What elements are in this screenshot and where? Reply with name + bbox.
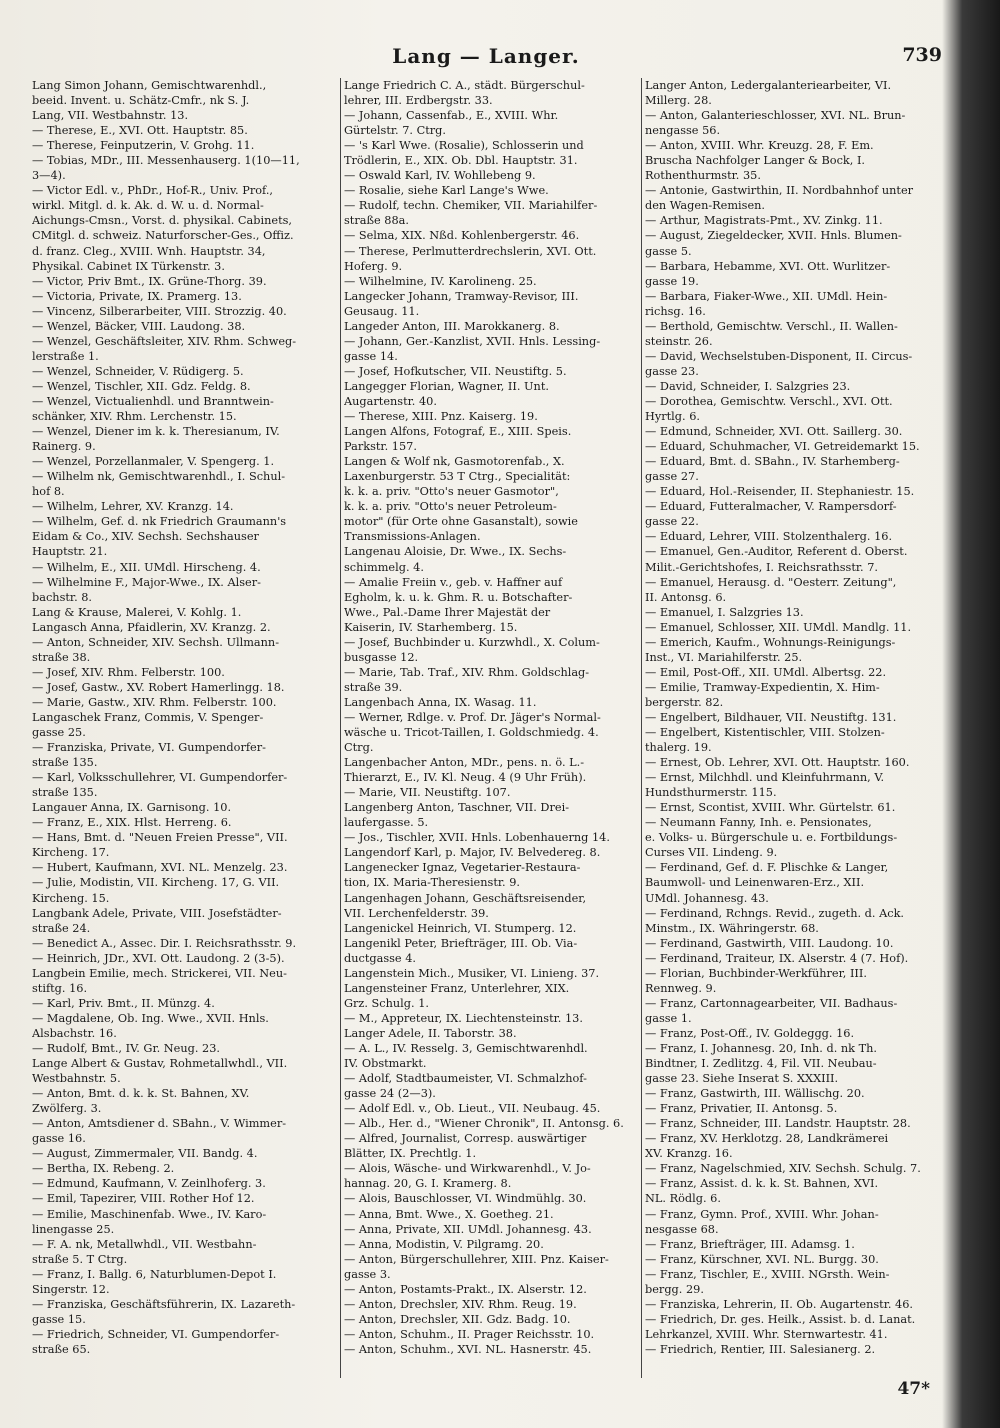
directory-entry-line: — Rudolf, techn. Chemiker, VII. Mariahilfer- [344, 199, 598, 213]
directory-entry-line: Langenickel Heinrich, VI. Stumperg. 12. [344, 921, 577, 935]
directory-entry-line: — Franziska, Private, VI. Gumpendorfer- [32, 741, 266, 755]
directory-entry-line: Hyrtlg. 6. [645, 410, 700, 424]
directory-entry-line: Langecker Johann, Tramway-Revisor, III. [344, 289, 579, 303]
directory-entry-line: Rothenthurmstr. 35. [645, 169, 761, 183]
directory-entry-line: — Rudolf, Bmt., IV. Gr. Neug. 23. [32, 1042, 221, 1055]
directory-entry-line: — Ferdinand, Gef. d. F. Plischke & Langer, [645, 861, 889, 875]
directory-entry-line: — Franz, Privatier, II. Antonsg. 5. [645, 1102, 838, 1116]
directory-entry-line: — Ernst, Milchhdl. und Kleinfuhrmann, V. [645, 771, 885, 785]
directory-entry-line: — Franz, I. Johannesg. 20, Inh. d. nk Th. [645, 1042, 877, 1055]
directory-entry-line: Grz. Schulg. 1. [344, 996, 429, 1010]
directory-entry-line: wäsche u. Tricot-Taillen, I. Goldschmiedg. 4. [344, 726, 599, 740]
directory-entry-line: — Wenzel, Bäcker, VIII. Laudong. 38. [32, 319, 246, 333]
directory-entry-line: lerstraße 1. [32, 349, 99, 363]
directory-entry-line: Langegger Florian, Wagner, II. Unt. [344, 379, 549, 393]
directory-entry-line: Inst., VI. Mariahilferstr. 25. [645, 650, 803, 664]
directory-entry-line: — Josef, Hofkutscher, VII. Neustiftg. 5. [344, 364, 567, 378]
directory-entry-line: — Emanuel, Schlosser, XII. UMdl. Mandlg. 11. [645, 620, 912, 634]
directory-entry-line: Langenbach Anna, IX. Wasag. 11. [344, 695, 537, 709]
directory-entry-line: — Therese, Perlmutterdrechslerin, XVI. Ott. [344, 244, 597, 258]
directory-entry-line: Geusaug. 11. [344, 304, 420, 318]
directory-entry-line: — Emanuel, Herausg. d. "Oesterr. Zeitung", [645, 575, 897, 589]
directory-entry-line: — Heinrich, JDr., XVI. Ott. Laudong. 2 (3-5). [32, 951, 285, 965]
directory-entry-line: Eidam & Co., XIV. Sechsh. Sechshauser [32, 530, 259, 544]
directory-entry-line: — Ferdinand, Traiteur, IX. Alserstr. 4 (7. Hof). [645, 951, 909, 965]
directory-entry-line: — Magdalene, Ob. Ing. Wwe., XVII. Hnls. [32, 1011, 269, 1025]
directory-entry-line: — Franz, Kürschner, XVI. NL. Burgg. 30. [645, 1252, 879, 1266]
directory-entry-line: — A. L., IV. Resselg. 3, Gemischtwarenhdl. [344, 1042, 588, 1055]
directory-entry-line: gasse 16. [32, 1132, 86, 1146]
directory-entry-line: — Anton, Drechsler, XIV. Rhm. Reug. 19. [344, 1297, 577, 1311]
directory-entry-line: Langenbacher Anton, MDr., pens. n. ö. L.- [344, 756, 585, 770]
directory-entry-line: — Jos., Tischler, XVII. Hnls. Lobenhauerng 14. [344, 831, 610, 845]
directory-entry-line: — Franz, XV. Herklotzg. 28, Landkrämerei [645, 1132, 889, 1146]
directory-entry-line: Langaschek Franz, Commis, V. Spenger- [32, 710, 264, 724]
directory-entry-line: — Anton, Galanterieschlosser, XVI. NL. Brun- [645, 109, 906, 123]
directory-entry-line: Langensteiner Franz, Unterlehrer, XIX. [344, 981, 570, 995]
directory-entry-line: — Antonie, Gastwirthin, II. Nordbahnhof unter [645, 184, 914, 198]
directory-entry-line: — Anton, Schneider, XIV. Sechsh. Ullmann- [32, 635, 280, 649]
directory-entry-line: gasse 14. [344, 349, 398, 363]
directory-entry-line: VII. Lerchenfelderstr. 39. [344, 906, 489, 920]
directory-entry-line: — David, Schneider, I. Salzgries 23. [645, 379, 851, 393]
directory-entry-line: Alsbachstr. 16. [32, 1026, 117, 1040]
directory-entry-line: Langauer Anna, IX. Garnisong. 10. [32, 801, 232, 815]
directory-entry-line: — Emanuel, I. Salzgries 13. [645, 605, 804, 619]
directory-entry-line: gasse 22. [645, 515, 699, 529]
directory-entry-line: bergerstr. 82. [645, 695, 724, 709]
directory-entry-line: — Edmund, Schneider, XVI. Ott. Saillerg. 30. [645, 425, 903, 439]
directory-entry-line: — Emil, Post-Off., XII. UMdl. Albertsg. 22. [645, 665, 887, 679]
directory-entry-line: k. k. a. priv. "Otto's neuer Gasmotor", [344, 485, 559, 499]
directory-entry-line: gasse 25. [32, 726, 86, 740]
directory-entry-line: Langbein Emilie, mech. Strickerei, VII. Neu- [32, 966, 287, 980]
directory-entry-line: — David, Wechselstuben-Disponent, II. Circus- [645, 349, 913, 363]
directory-entry-line: UMdl. Johannesg. 43. [645, 891, 769, 905]
directory-entry-line: — Edmund, Kaufmann, V. Zeinlhoferg. 3. [32, 1177, 266, 1191]
directory-entry-line: — Franziska, Geschäftsführerin, IX. Lazareth- [32, 1297, 296, 1311]
directory-entry-line: Langenhagen Johann, Geschäftsreisender, [344, 891, 587, 905]
directory-entry-line: — Franziska, Lehrerin, II. Ob. Augartenstr. 46. [645, 1297, 914, 1311]
directory-entry-line: k. k. a. priv. "Otto's neuer Petroleum- [344, 500, 557, 514]
directory-entry-line: lehrer, III. Erdbergstr. 33. [344, 94, 493, 108]
directory-entry-line: — Eduard, Hol.-Reisender, II. Stephaniestr. 15. [645, 485, 915, 499]
directory-entry-line: — Neumann Fanny, Inh. e. Pensionates, [645, 816, 872, 830]
directory-entry-line: Langenikl Peter, Briefträger, III. Ob. Via- [344, 936, 578, 950]
directory-entry-line: Langenecker Ignaz, Vegetarier-Restaura- [344, 861, 581, 875]
directory-entry-line: — Emerich, Kaufm., Wohnungs-Reinigungs- [645, 635, 896, 649]
directory-entry-line: — Florian, Buchbinder-Werkführer, III. [645, 966, 867, 980]
directory-entry-line: straße 5. T Ctrg. [32, 1252, 128, 1266]
directory-entry-line: laufergasse. 5. [344, 816, 429, 830]
directory-entry-line: Lang & Krause, Malerei, V. Kohlg. 1. [32, 605, 242, 619]
directory-entry-line: gasse 1. [645, 1011, 692, 1025]
directory-entry-line: — Franz, Tischler, E., XVIII. NGrsth. Wein- [645, 1267, 890, 1281]
directory-entry-line: — Victoria, Private, IX. Pramerg. 13. [32, 289, 242, 303]
directory-entry-line: nesgasse 68. [645, 1222, 719, 1236]
directory-entry-line: — Adolf, Stadtbaumeister, VI. Schmalzhof- [344, 1072, 587, 1086]
directory-entry-line: Curses VII. Lindeng. 9. [645, 846, 778, 860]
directory-entry-line: — Eduard, Bmt. d. SBahn., IV. Starhemberg- [645, 455, 900, 469]
directory-entry-line: Westbahnstr. 5. [32, 1072, 121, 1086]
directory-entry-line: — Anton, Postamts-Prakt., IX. Alserstr. 12. [344, 1282, 587, 1296]
directory-entry-line: — Amalie Freiin v., geb. v. Haffner auf [344, 575, 563, 589]
directory-entry-line: — Alb., Her. d., "Wiener Chronik", II. Antonsg. 6. [344, 1117, 624, 1131]
directory-entry-line: Bindtner, I. Zedlitzg. 4, Fil. VII. Neubau- [645, 1057, 877, 1071]
directory-entry-line: — Anton, XVIII. Whr. Kreuzg. 28, F. Em. [645, 139, 874, 153]
directory-entry-line: gasse 19. [645, 274, 699, 288]
directory-entry-line: — Franz, E., XIX. Hlst. Herreng. 6. [32, 816, 232, 830]
directory-entry-line: Hoferg. 9. [344, 259, 403, 273]
directory-entry-line: richsg. 16. [645, 304, 706, 318]
directory-entry-line: — Eduard, Lehrer, VIII. Stolzenthalerg. 16. [645, 530, 893, 544]
directory-entry-line: — Hubert, Kaufmann, XVI. NL. Menzelg. 23. [32, 861, 288, 875]
directory-entry-line: — Alfred, Journalist, Corresp. auswärtiger [344, 1132, 587, 1146]
directory-entry-line: Minstm., IX. Währingerstr. 68. [645, 921, 819, 935]
directory-entry-line: — Anton, Drechsler, XII. Gdz. Badg. 10. [344, 1312, 571, 1326]
directory-entry-line: Kircheng. 15. [32, 891, 110, 905]
directory-entry-line: nengasse 56. [645, 124, 721, 138]
directory-entry-line: — Emilie, Tramway-Expedientin, X. Him- [645, 680, 880, 694]
directory-entry-line: Thierarzt, E., IV. Kl. Neug. 4 (9 Uhr Früh). [344, 771, 587, 785]
directory-entry-line: Rennweg. 9. [645, 981, 717, 995]
directory-entry-line: — Emilie, Maschinenfab. Wwe., IV. Karo- [32, 1207, 267, 1221]
page-number: 739 [902, 44, 942, 66]
directory-entry-line: — Ernest, Ob. Lehrer, XVI. Ott. Hauptstr. 160. [645, 756, 910, 770]
directory-entry-line: — Wenzel, Victualienhdl. und Branntwein- [32, 394, 274, 408]
directory-entry-line: — Engelbert, Kistentischler, VIII. Stolzen- [645, 726, 885, 740]
directory-entry-line: Gürtelstr. 7. Ctrg. [344, 124, 446, 138]
directory-entry-line: Aichungs-Cmsn., Vorst. d. physikal. Cabinets, [32, 214, 293, 228]
directory-entry-line: — Benedict A., Assec. Dir. I. Reichsrathsstr. 9. [32, 936, 297, 950]
directory-entry-line: Langer Anton, Ledergalanteriearbeiter, VI. [645, 79, 892, 92]
directory-entry-line: — Franz, Cartonnagearbeiter, VII. Badhaus- [645, 996, 898, 1010]
directory-entry-line: Singerstr. 12. [32, 1282, 110, 1296]
directory-entry-line: gasse 3. [344, 1267, 391, 1281]
directory-entry-line: — Oswald Karl, IV. Wohllebeng 9. [344, 169, 536, 183]
directory-entry-line: — Anna, Modistin, V. Pilgramg. 20. [344, 1237, 544, 1251]
directory-entry-line: — Franz, Gastwirth, III. Wällischg. 20. [645, 1087, 865, 1101]
directory-entry-line: Egholm, k. u. k. Ghm. R. u. Botschafter- [344, 590, 573, 604]
directory-entry-line: Blätter, IX. Prechtlg. 1. [344, 1147, 477, 1161]
directory-entry-line: — Eduard, Schuhmacher, VI. Getreidemarkt 15. [645, 440, 920, 454]
directory-entry-line: — August, Zimmermaler, VII. Bandg. 4. [32, 1147, 258, 1161]
directory-entry-line: — Josef, Gastw., XV. Robert Hamerlingg. 18. [32, 680, 285, 694]
directory-entry-line: Lang Simon Johann, Gemischtwarenhdl., [32, 79, 267, 92]
directory-entry-line: Baumwoll- und Leinenwaren-Erz., XII. [645, 876, 865, 890]
directory-entry-line: 3—4). [32, 169, 66, 183]
directory-entry-line: Lehrkanzel, XVIII. Whr. Sternwartestr. 41. [645, 1327, 888, 1341]
page-header [30, 44, 942, 70]
directory-entry-line: Langen & Wolf nk, Gasmotorenfab., X. [344, 455, 565, 469]
directory-entry-line: — Wilhelmine, IV. Karolineng. 25. [344, 274, 537, 288]
directory-entry-line: schimmelg. 4. [344, 560, 424, 574]
directory-entry-line: Lang, VII. Westbahnstr. 13. [32, 109, 189, 123]
directory-entry-line: Augartenstr. 40. [344, 394, 437, 408]
directory-entry-line: Lange Friedrich C. A., städt. Bürgerschul- [344, 79, 585, 92]
directory-entry-line: — August, Ziegeldecker, XVII. Hnls. Blumen- [645, 229, 902, 243]
directory-entry-line: gasse 5. [645, 244, 692, 258]
directory-entry-line: — Karl, Volksschullehrer, VI. Gumpendorfer- [32, 771, 288, 785]
directory-entry-line: — Werner, Rdlge. v. Prof. Dr. Jäger's Normal- [344, 710, 601, 724]
directory-entry-line: — Therese, Feinputzerin, V. Grohg. 11. [32, 139, 255, 153]
column-left [32, 78, 329, 1378]
directory-entry-line: — Wenzel, Porzellanmaler, V. Spengerg. 1. [32, 455, 275, 469]
directory-entry-line: d. franz. Cleg., XVIII. Wnh. Hauptstr. 34, [32, 244, 266, 258]
directory-entry-line: — Anton, Bürgerschullehrer, XIII. Pnz. Kaiser- [344, 1252, 609, 1266]
directory-entry-line: Hundsthurmerstr. 115. [645, 786, 777, 800]
directory-entry-line: CMitgl. d. schweiz. Naturforscher-Ges., Offiz. [32, 229, 294, 243]
directory-entry-line: — 's Karl Wwe. (Rosalie), Schlosserin und [344, 139, 584, 153]
directory-entry-line: — Wenzel, Tischler, XII. Gdz. Feldg. 8. [32, 379, 251, 393]
directory-entry-line: den Wagen-Remisen. [645, 199, 766, 213]
directory-entry-line: gasse 23. [645, 364, 699, 378]
directory-entry-line: — Anton, Bmt. d. k. k. St. Bahnen, XV. [32, 1087, 250, 1101]
directory-entry-line: Rainerg. 9. [32, 440, 96, 454]
directory-entry-line: Laxenburgerstr. 53 T Ctrg., Specialität: [344, 470, 571, 484]
directory-entry-line: hof 8. [32, 485, 65, 499]
directory-entry-line: Langenau Aloisie, Dr. Wwe., IX. Sechs- [344, 545, 567, 559]
directory-entry-line: Lange Albert & Gustav, Rohmetallwhdl., VII. [32, 1057, 288, 1071]
directory-entry-line: Parkstr. 157. [344, 440, 417, 454]
directory-entry-line: — Alois, Wäsche- und Wirkwarenhdl., V. Jo- [344, 1162, 591, 1176]
directory-entry-line: — Engelbert, Bildhauer, VII. Neustiftg. 131. [645, 710, 897, 724]
directory-entry-line: — Marie, VII. Neustiftg. 107. [344, 786, 511, 800]
directory-entry-line: NL. Rödlg. 6. [645, 1192, 721, 1206]
directory-entry-line: Kaiserin, IV. Starhemberg. 15. [344, 620, 518, 634]
directory-entry-line: — Emil, Tapezirer, VIII. Rother Hof 12. [32, 1192, 255, 1206]
directory-entry-line: — Victor, Priv Bmt., IX. Grüne-Thorg. 39. [32, 274, 267, 288]
directory-entry-line: Zwölferg. 3. [32, 1102, 102, 1116]
directory-entry-line: — Johann, Ger.-Kanzlist, XVII. Hnls. Lessing- [344, 334, 601, 348]
directory-entry-line: bergg. 29. [645, 1282, 704, 1296]
directory-entry-line: Langer Adele, II. Taborstr. 38. [344, 1026, 517, 1040]
directory-entry-line: Transmissions-Anlagen. [344, 530, 481, 544]
directory-entry-line: — Vincenz, Silberarbeiter, VIII. Strozzig. 40. [32, 304, 287, 318]
directory-entry-line: Wwe., Pal.-Dame Ihrer Majestät der [344, 605, 551, 619]
directory-entry-line: — Dorothea, Gemischtw. Verschl., XVI. Ott. [645, 394, 893, 408]
signature-mark: 47* [897, 1379, 930, 1399]
column-middle [340, 78, 641, 1378]
directory-entry-line: Langeder Anton, III. Marokkanerg. 8. [344, 319, 560, 333]
directory-entry-line: — Tobias, MDr., III. Messenhauserg. 1(10—11, [32, 154, 300, 168]
directory-entry-line: — Berthold, Gemischtw. Verschl., II. Wallen- [645, 319, 898, 333]
directory-entry-line: Bruscha Nachfolger Langer & Bock, I. [645, 154, 866, 168]
directory-entry-line: — Victor Edl. v., PhDr., Hof-R., Univ. Prof., [32, 184, 273, 198]
directory-entry-line: II. Antonsg. 6. [645, 590, 727, 604]
directory-entry-line: straße 135. [32, 786, 98, 800]
directory-entry-line: Ctrg. [344, 741, 374, 755]
directory-entry-line: — Anna, Private, XII. UMdl. Johannesg. 43. [344, 1222, 592, 1236]
directory-entry-line: Langen Alfons, Fotograf, E., XIII. Speis. [344, 425, 572, 439]
directory-entry-line: wirkl. Mitgl. d. k. Ak. d. W. u. d. Normal- [32, 199, 264, 213]
directory-entry-line: Trödlerin, E., XIX. Ob. Dbl. Hauptstr. 31. [344, 154, 578, 168]
directory-entry-line: — Barbara, Hebamme, XVI. Ott. Wurlitzer- [645, 259, 891, 273]
directory-entry-line: — M., Appreteur, IX. Liechtensteinstr. 13. [344, 1011, 583, 1025]
directory-entry-line: — F. A. nk, Metallwhdl., VII. Westbahn- [32, 1237, 257, 1251]
directory-entry-line: — Friedrich, Rentier, III. Salesianerg. 2. [645, 1342, 876, 1356]
directory-entry-line: Milit.-Gerichtshofes, I. Reichsrathsstr. 7. [645, 560, 878, 574]
directory-entry-line: — Marie, Tab. Traf., XIV. Rhm. Goldschlag- [344, 665, 590, 679]
directory-entry-line: bachstr. 8. [32, 590, 93, 604]
directory-entry-line: IV. Obstmarkt. [344, 1057, 427, 1071]
directory-entry-line: beeid. Invent. u. Schätz-Cmfr., nk S. J. [32, 94, 250, 108]
directory-entry-line: — Alois, Bauschlosser, VI. Windmühlg. 30. [344, 1192, 587, 1206]
directory-entry-line: straße 88a. [344, 214, 409, 228]
directory-entry-line: — Ernst, Scontist, XVIII. Whr. Gürtelstr. 61. [645, 801, 896, 815]
directory-entry-line: Langasch Anna, Pfaidlerin, XV. Kranzg. 2. [32, 620, 271, 634]
directory-entry-line: — Julie, Modistin, VII. Kircheng. 17, G. VII. [32, 876, 280, 890]
directory-entry-line: thalerg. 19. [645, 741, 712, 755]
directory-entry-line: straße 24. [32, 921, 91, 935]
directory-entry-line: — Ferdinand, Gastwirth, VIII. Laudong. 10. [645, 936, 894, 950]
directory-entry-line: — Therese, E., XVI. Ott. Hauptstr. 85. [32, 124, 248, 138]
directory-entry-line: Physikal. Cabinet IX Türkenstr. 3. [32, 259, 225, 273]
directory-entry-line: — Rosalie, siehe Karl Lange's Wwe. [344, 184, 549, 198]
directory-entry-line: straße 39. [344, 680, 403, 694]
directory-entry-line: — Wenzel, Geschäftsleiter, XIV. Rhm. Schweg- [32, 334, 297, 348]
directory-entry-line: e. Volks- u. Bürgerschule u. e. Fortbildungs- [645, 831, 898, 845]
directory-entry-line: — Wilhelm nk, Gemischtwarenhdl., I. Schul- [32, 470, 286, 484]
directory-entry-line: motor" (für Orte ohne Gasanstalt), sowie [344, 515, 578, 529]
directory-entry-line: — Marie, Gastw., XIV. Rhm. Felberstr. 100. [32, 695, 277, 709]
directory-entry-line: gasse 24 (2—3). [344, 1087, 436, 1101]
directory-entry-line: — Franz, Post-Off., IV. Goldeggg. 16. [645, 1026, 855, 1040]
directory-entry-line: straße 65. [32, 1342, 91, 1356]
directory-entry-line: busgasse 12. [344, 650, 419, 664]
directory-entry-line: — Wenzel, Diener im k. k. Theresianum, IV. [32, 425, 280, 439]
directory-entry-line: — Eduard, Futteralmacher, V. Rampersdorf- [645, 500, 897, 514]
directory-entry-line: — Wenzel, Schneider, V. Rüdigerg. 5. [32, 364, 244, 378]
directory-entry-line: — Josef, Buchbinder u. Kurzwhdl., X. Colum- [344, 635, 600, 649]
directory-entry-line: straße 38. [32, 650, 91, 664]
directory-entry-line: schänker, XIV. Rhm. Lerchenstr. 15. [32, 410, 237, 424]
directory-entry-line: tion, IX. Maria-Theresienstr. 9. [344, 876, 520, 890]
directory-entry-line: — Anton, Schuhm., XVI. NL. Hasnerstr. 45. [344, 1342, 592, 1356]
directory-entry-line: — Franz, Schneider, III. Landstr. Hauptstr. 28. [645, 1117, 911, 1131]
directory-entry-line: — Barbara, Fiaker-Wwe., XII. UMdl. Hein- [645, 289, 888, 303]
directory-entry-line: — Arthur, Magistrats-Pmt., XV. Zinkg. 11. [645, 214, 883, 228]
directory-entry-line: — Adolf Edl. v., Ob. Lieut., VII. Neubaug. 45. [344, 1102, 601, 1116]
directory-entry-line: Kircheng. 17. [32, 846, 110, 860]
directory-entry-line: gasse 27. [645, 470, 699, 484]
directory-entry-line: ductgasse 4. [344, 951, 416, 965]
directory-entry-line: — Ferdinand, Rchngs. Revid., zugeth. d. Ack. [645, 906, 905, 920]
directory-entry-line: — Anton, Schuhm., II. Prager Reichsstr. 10. [344, 1327, 595, 1341]
directory-entry-line: straße 135. [32, 756, 98, 770]
directory-entry-line: hannag. 20, G. I. Kramerg. 8. [344, 1177, 512, 1191]
directory-entry-line: — Selma, XIX. Nßd. Kohlenbergerstr. 46. [344, 229, 580, 243]
column-right [641, 78, 935, 1378]
directory-entry-line: — Therese, XIII. Pnz. Kaiserg. 19. [344, 410, 538, 424]
directory-entry-line: — Franz, I. Ballg. 6, Naturblumen-Depot I. [32, 1267, 277, 1281]
directory-entry-line: linengasse 25. [32, 1222, 115, 1236]
directory-entry-line: — Anna, Bmt. Wwe., X. Goetheg. 21. [344, 1207, 554, 1221]
directory-entry-line: — Franz, Briefträger, III. Adamsg. 1. [645, 1237, 855, 1251]
directory-entry-line: Langendorf Karl, p. Major, IV. Belvedereg. 8. [344, 846, 601, 860]
directory-entry-line: — Wilhelmine F., Major-Wwe., IX. Alser- [32, 575, 261, 589]
directory-entry-line: — Wilhelm, Lehrer, XV. Kranzg. 14. [32, 500, 234, 514]
directory-entry-line: — Franz, Nagelschmied, XIV. Sechsh. Schulg. 7. [645, 1162, 921, 1176]
directory-entry-line: — Anton, Amtsdiener d. SBahn., V. Wimmer- [32, 1117, 287, 1131]
directory-entry-line: — Wilhelm, Gef. d. nk Friedrich Graumann's [32, 515, 287, 529]
directory-entry-line: — Bertha, IX. Rebeng. 2. [32, 1162, 175, 1176]
directory-entry-line: Langbank Adele, Private, VIII. Josefstädter- [32, 906, 282, 920]
directory-entry-line: XV. Kranzg. 16. [645, 1147, 733, 1161]
directory-entry-line: Langenstein Mich., Musiker, VI. Linieng. 37. [344, 966, 600, 980]
directory-entry-line: — Karl, Priv. Bmt., II. Münzg. 4. [32, 996, 215, 1010]
directory-entry-line: — Johann, Cassenfab., E., XVIII. Whr. [344, 109, 559, 123]
page-edge-shadow [942, 0, 1000, 1428]
directory-entry-line: gasse 23. Siehe Inserat S. XXXIII. [645, 1072, 839, 1086]
directory-entry-line: — Friedrich, Schneider, VI. Gumpendorfer- [32, 1327, 280, 1341]
directory-entry-line: stiftg. 16. [32, 981, 88, 995]
directory-entry-line: gasse 15. [32, 1312, 86, 1326]
directory-entry-line: — Josef, XIV. Rhm. Felberstr. 100. [32, 665, 225, 679]
page-title: Lang — Langer. [392, 44, 580, 68]
directory-entry-line: steinstr. 26. [645, 334, 713, 348]
directory-entry-line: — Emanuel, Gen.-Auditor, Referent d. Oberst. [645, 545, 908, 559]
directory-entry-line: — Wilhelm, E., XII. UMdl. Hirscheng. 4. [32, 560, 261, 574]
directory-entry-line: — Friedrich, Dr. ges. Heilk., Assist. b. d. Lanat. [645, 1312, 916, 1326]
directory-entry-line: Millerg. 28. [645, 94, 712, 108]
directory-entry-line: — Franz, Assist. d. k. k. St. Bahnen, XVI. [645, 1177, 879, 1191]
directory-entry-line: Langenberg Anton, Taschner, VII. Drei- [344, 801, 570, 815]
directory-entry-line: — Hans, Bmt. d. "Neuen Freien Presse", VII. [32, 831, 288, 845]
directory-entry-line: Hauptstr. 21. [32, 545, 108, 559]
directory-entry-line: — Franz, Gymn. Prof., XVIII. Whr. Johan- [645, 1207, 879, 1221]
